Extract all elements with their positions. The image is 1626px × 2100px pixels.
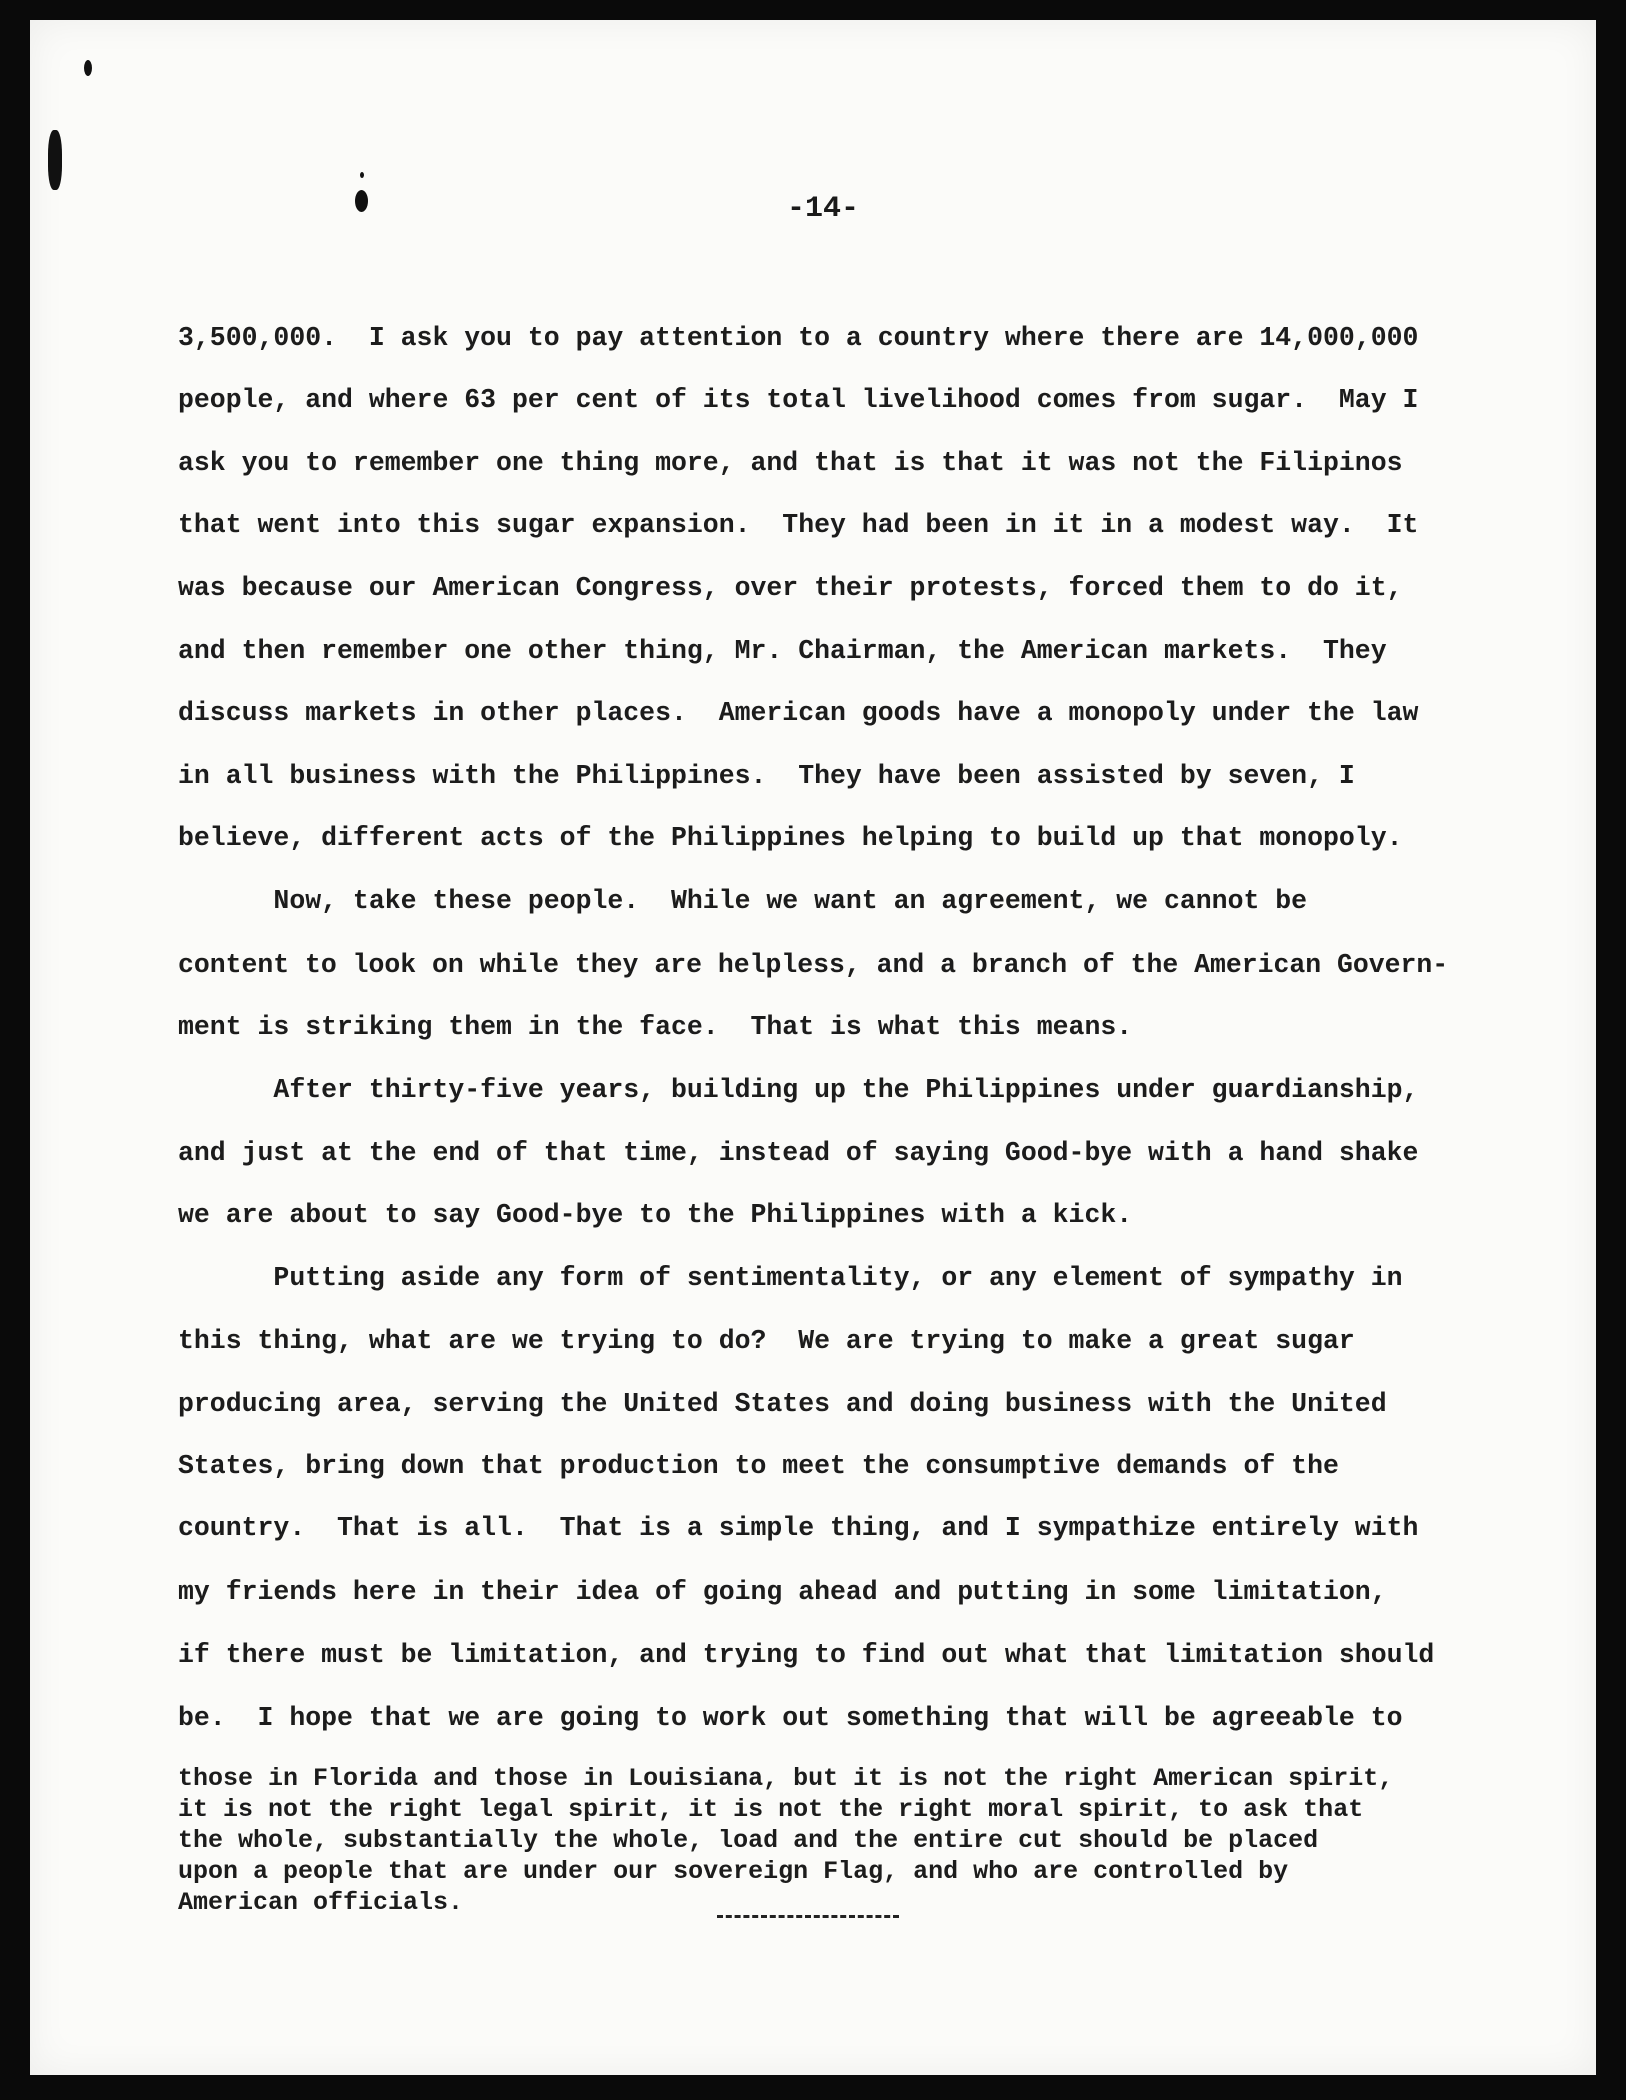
text-line: 3,500,000. I ask you to pay attention to a country where there are 14,000,000 (178, 323, 1419, 353)
text-line: After thirty-five years, building up the Philippines under guardianship, (178, 1075, 1419, 1105)
text-line: ment is striking them in the face. That is what this means. (178, 1012, 1133, 1042)
scan-speck (84, 60, 92, 76)
text-line: American officials. (178, 1888, 464, 1917)
text-line: content to look on while they are helpless, and a branch of the American Govern- (178, 950, 1449, 980)
text-line: in all business with the Philippines. They have been assisted by seven, I (178, 761, 1355, 791)
text-line: it is not the right legal spirit, it is not the right moral spirit, to ask that (178, 1795, 1364, 1824)
scan-speck (48, 130, 62, 190)
text-line: we are about to say Good-bye to the Philippines with a kick. (178, 1200, 1133, 1230)
text-line: my friends here in their idea of going ahead and putting in some limitation, (178, 1577, 1387, 1607)
text-line: and just at the end of that time, instead of saying Good-bye with a hand shake (178, 1138, 1419, 1168)
text-line: be. I hope that we are going to work out something that will be agreeable to (178, 1703, 1403, 1733)
text-line: people, and where 63 per cent of its total livelihood comes from sugar. May I (178, 385, 1419, 415)
text-line: country. That is all. That is a simple thing, and I sympathize entirely with (178, 1513, 1419, 1543)
text-line: States, bring down that production to meet the consumptive demands of the (178, 1451, 1339, 1481)
text-line: discuss markets in other places. American goods have a monopoly under the law (178, 698, 1419, 728)
text-line: ask you to remember one thing more, and that is that it was not the Filipinos (178, 448, 1403, 478)
page-number: -14- (786, 192, 859, 226)
text-line: if there must be limitation, and trying to find out what that limitation should (178, 1640, 1435, 1670)
section-divider (717, 1915, 899, 1918)
text-line: those in Florida and those in Louisiana, but it is not the right American spirit, (178, 1764, 1394, 1793)
text-line: this thing, what are we trying to do? We are trying to make a great sugar (178, 1326, 1355, 1356)
text-line: Putting aside any form of sentimentality, or any element of sympathy in (178, 1263, 1403, 1293)
text-line: producing area, serving the United States and doing business with the United (178, 1389, 1387, 1419)
text-line: that went into this sugar expansion. They had been in it in a modest way. It (178, 510, 1419, 540)
text-line: the whole, substantially the whole, load and the entire cut should be placed (178, 1826, 1319, 1855)
text-line: upon a people that are under our sovereign Flag, and who are controlled by (178, 1857, 1289, 1886)
text-line: and then remember one other thing, Mr. Chairman, the American markets. They (178, 636, 1387, 666)
scan-speck (360, 172, 364, 178)
text-line: believe, different acts of the Philippines helping to build up that monopoly. (178, 823, 1403, 853)
text-line: Now, take these people. While we want an agreement, we cannot be (178, 886, 1308, 916)
text-line: was because our American Congress, over their protests, forced them to do it, (178, 573, 1403, 603)
